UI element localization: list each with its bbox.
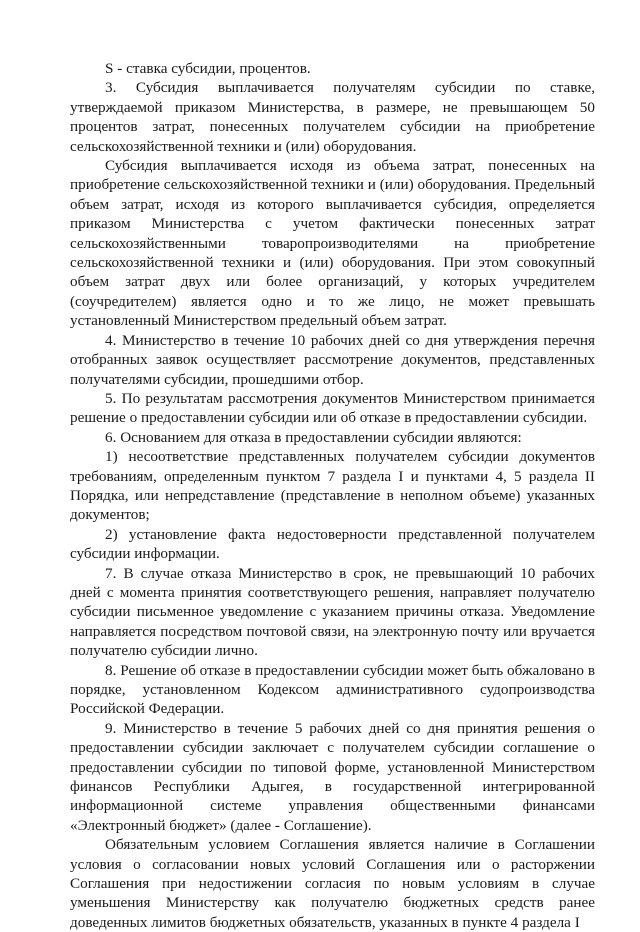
paragraph-subsidy-cost-limit: Субсидия выплачивается исходя из объема затрат, понесенных на приобретение сельскохозяйственной техники и (или) оборудования. Предельный объем затрат, исходя из которого выплачивается субсидия, определяется приказом Министерства с учетом фактически понесенных затрат сельскохозяйственными товаропроизводителями на приобретение сельскохозяйственной техники и (или) оборудования. При этом совокупный объем затрат двух или более организаций, у которых учредителем (соучредителем) является одно и то же лицо, не может превышать установленный Министерством предельный объем затрат. xyxy=(70,157,595,330)
paragraph-6-1-noncompliance: 1) несоответствие представленных получателем субсидии документов требованиям, определенным пунктом 7 раздела I и пунктами 4, 5 раздела II Порядка, или непредставление (представление в неполном объеме) указанных документов; xyxy=(70,448,595,524)
document-body xyxy=(70,59,595,932)
paragraph-4-review: 4. Министерство в течение 10 рабочих дней со дня утверждения перечня отобранных заявок осуществляет рассмотрение документов, представленных получателями субсидии, прошедшими отбор. xyxy=(70,331,595,388)
paragraph-6-refusal-grounds: 6. Основанием для отказа в предоставлении субсидии являются: xyxy=(105,428,522,446)
paragraph-7-refusal-notice: 7. В случае отказа Министерство в срок, не превышающий 10 рабочих дней с момента принятия соответствующего решения, направляет получателю субсидии письменное уведомление с указанием причины отказа. Уведомление направляется посредством почтовой связи, на электронную почту или вручается получателю субсидии лично. xyxy=(70,564,595,660)
paragraph-6-2-false-info: 2) установление факта недостоверности представленной получателем субсидии информации. xyxy=(70,525,595,563)
paragraph-rate-definition: S - ставка субсидии, процентов. xyxy=(105,60,311,77)
paragraph-9-agreement: 9. Министерство в течение 5 рабочих дней со дня принятия решения о предоставлении субсидии заключает с получателем субсидии соглашение о предоставлении субсидии по типовой форме, установленной Министерством финансов Республики Адыгея, в государственной интегрированной информационной системе управления общественными финансами «Электронный бюджет» (далее - Соглашение). xyxy=(70,719,595,834)
paragraph-agreement-condition: Обязательным условием Соглашения является наличие в Соглашении условия о согласовании новых условий Соглашения или о расторжении Соглашения при недостижении согласия по новым условиям в случае уменьшения Министерству как получателю бюджетных средств ранее доведенных лимитов бюджетных обязательств, указанных в пункте 4 раздела I xyxy=(70,836,595,931)
paragraph-5-decision: 5. По результатам рассмотрения документов Министерством принимается решение о предоставлении субсидии или об отказе в предоставлении субсидии. xyxy=(70,389,595,427)
paragraph-3-subsidy-rate: 3. Субсидия выплачивается получателям субсидии по ставке, утверждаемой приказом Министерства, в размере, не превышающем 50 процентов затрат, понесенных получателем субсидии на приобретение сельскохозяйственной техники и (или) оборудования. xyxy=(70,79,595,155)
paragraph-8-appeal: 8. Решение об отказе в предоставлении субсидии может быть обжаловано в порядке, установленном Кодексом административного судопроизводства Российской Федерации. xyxy=(70,661,595,718)
